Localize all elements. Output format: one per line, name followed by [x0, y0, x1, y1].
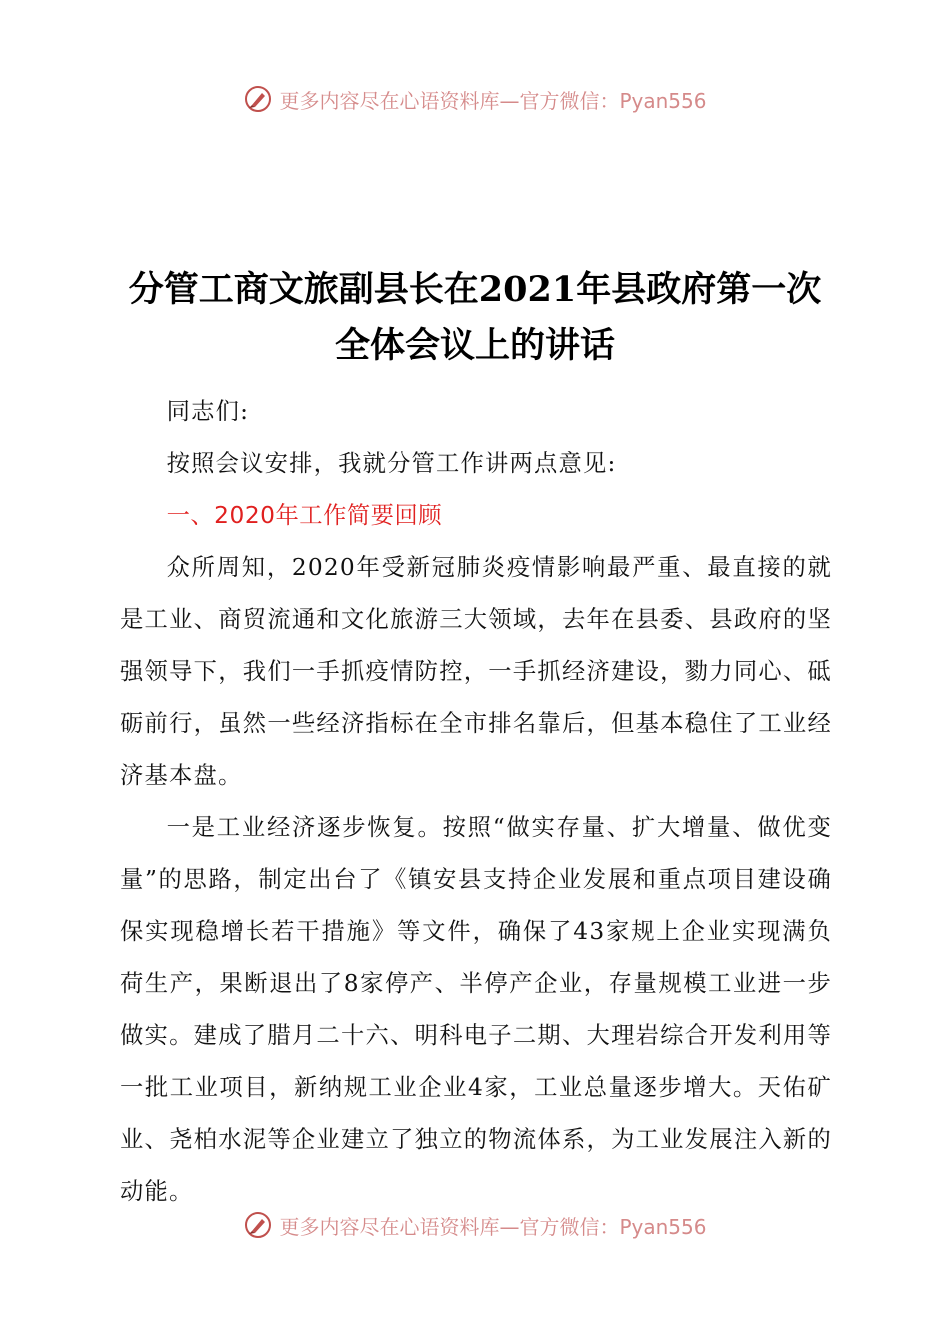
watermark-text: 更多内容尽在心语资料库—官方微信：Pyan556	[279, 1214, 707, 1239]
watermark-text: 更多内容尽在心语资料库—官方微信：Pyan556	[279, 88, 707, 113]
paragraph-industry: 一是工业经济逐步恢复。按照“做实存量、扩大增量、做优变量”的思路，制定出台了《镇安县支持企业发展和重点项目建设确保实现稳增长若干措施》等文件，确保了43家规上企业实现满负荷生产，果断退出了8家停产、半停产企业，存量规模工业进一步做实。建成了腊月二十六、明科电子二期、大理岩综合开发利用等一批工业项目，新纳规工业企业4家，工业总量逐步增大。天佑矿业、尧柏水泥等企业建立了独立的物流体系，为工业发展注入新的动能。	[120, 814, 832, 1205]
document-title	[60, 262, 890, 374]
document-body	[120, 386, 832, 1218]
salutation: 同志们:	[166, 398, 250, 425]
title-line-1: 分管工商文旅副县长在2021年县政府第一次	[128, 269, 822, 310]
pen-nib-circle-icon	[243, 1210, 273, 1240]
intro-paragraph: 按照会议安排，我就分管工作讲两点意见:	[166, 450, 617, 477]
paragraph-overview: 众所周知，2020年受新冠肺炎疫情影响最严重、最直接的就是工业、商贸流通和文化旅游三大领域，去年在县委、县政府的坚强领导下，我们一手抓疫情防控，一手抓经济建设，勠力同心、砥砺前行，虽然一些经济指标在全市排名靠后，但基本稳住了工业经济基本盘。	[120, 554, 832, 789]
watermark-banner-bottom	[0, 1210, 950, 1240]
section-heading: 一、2020年工作简要回顾	[166, 502, 443, 529]
title-line-2: 全体会议上的讲话	[334, 325, 615, 366]
pen-nib-circle-icon	[243, 84, 273, 114]
watermark-banner-top	[0, 84, 950, 114]
